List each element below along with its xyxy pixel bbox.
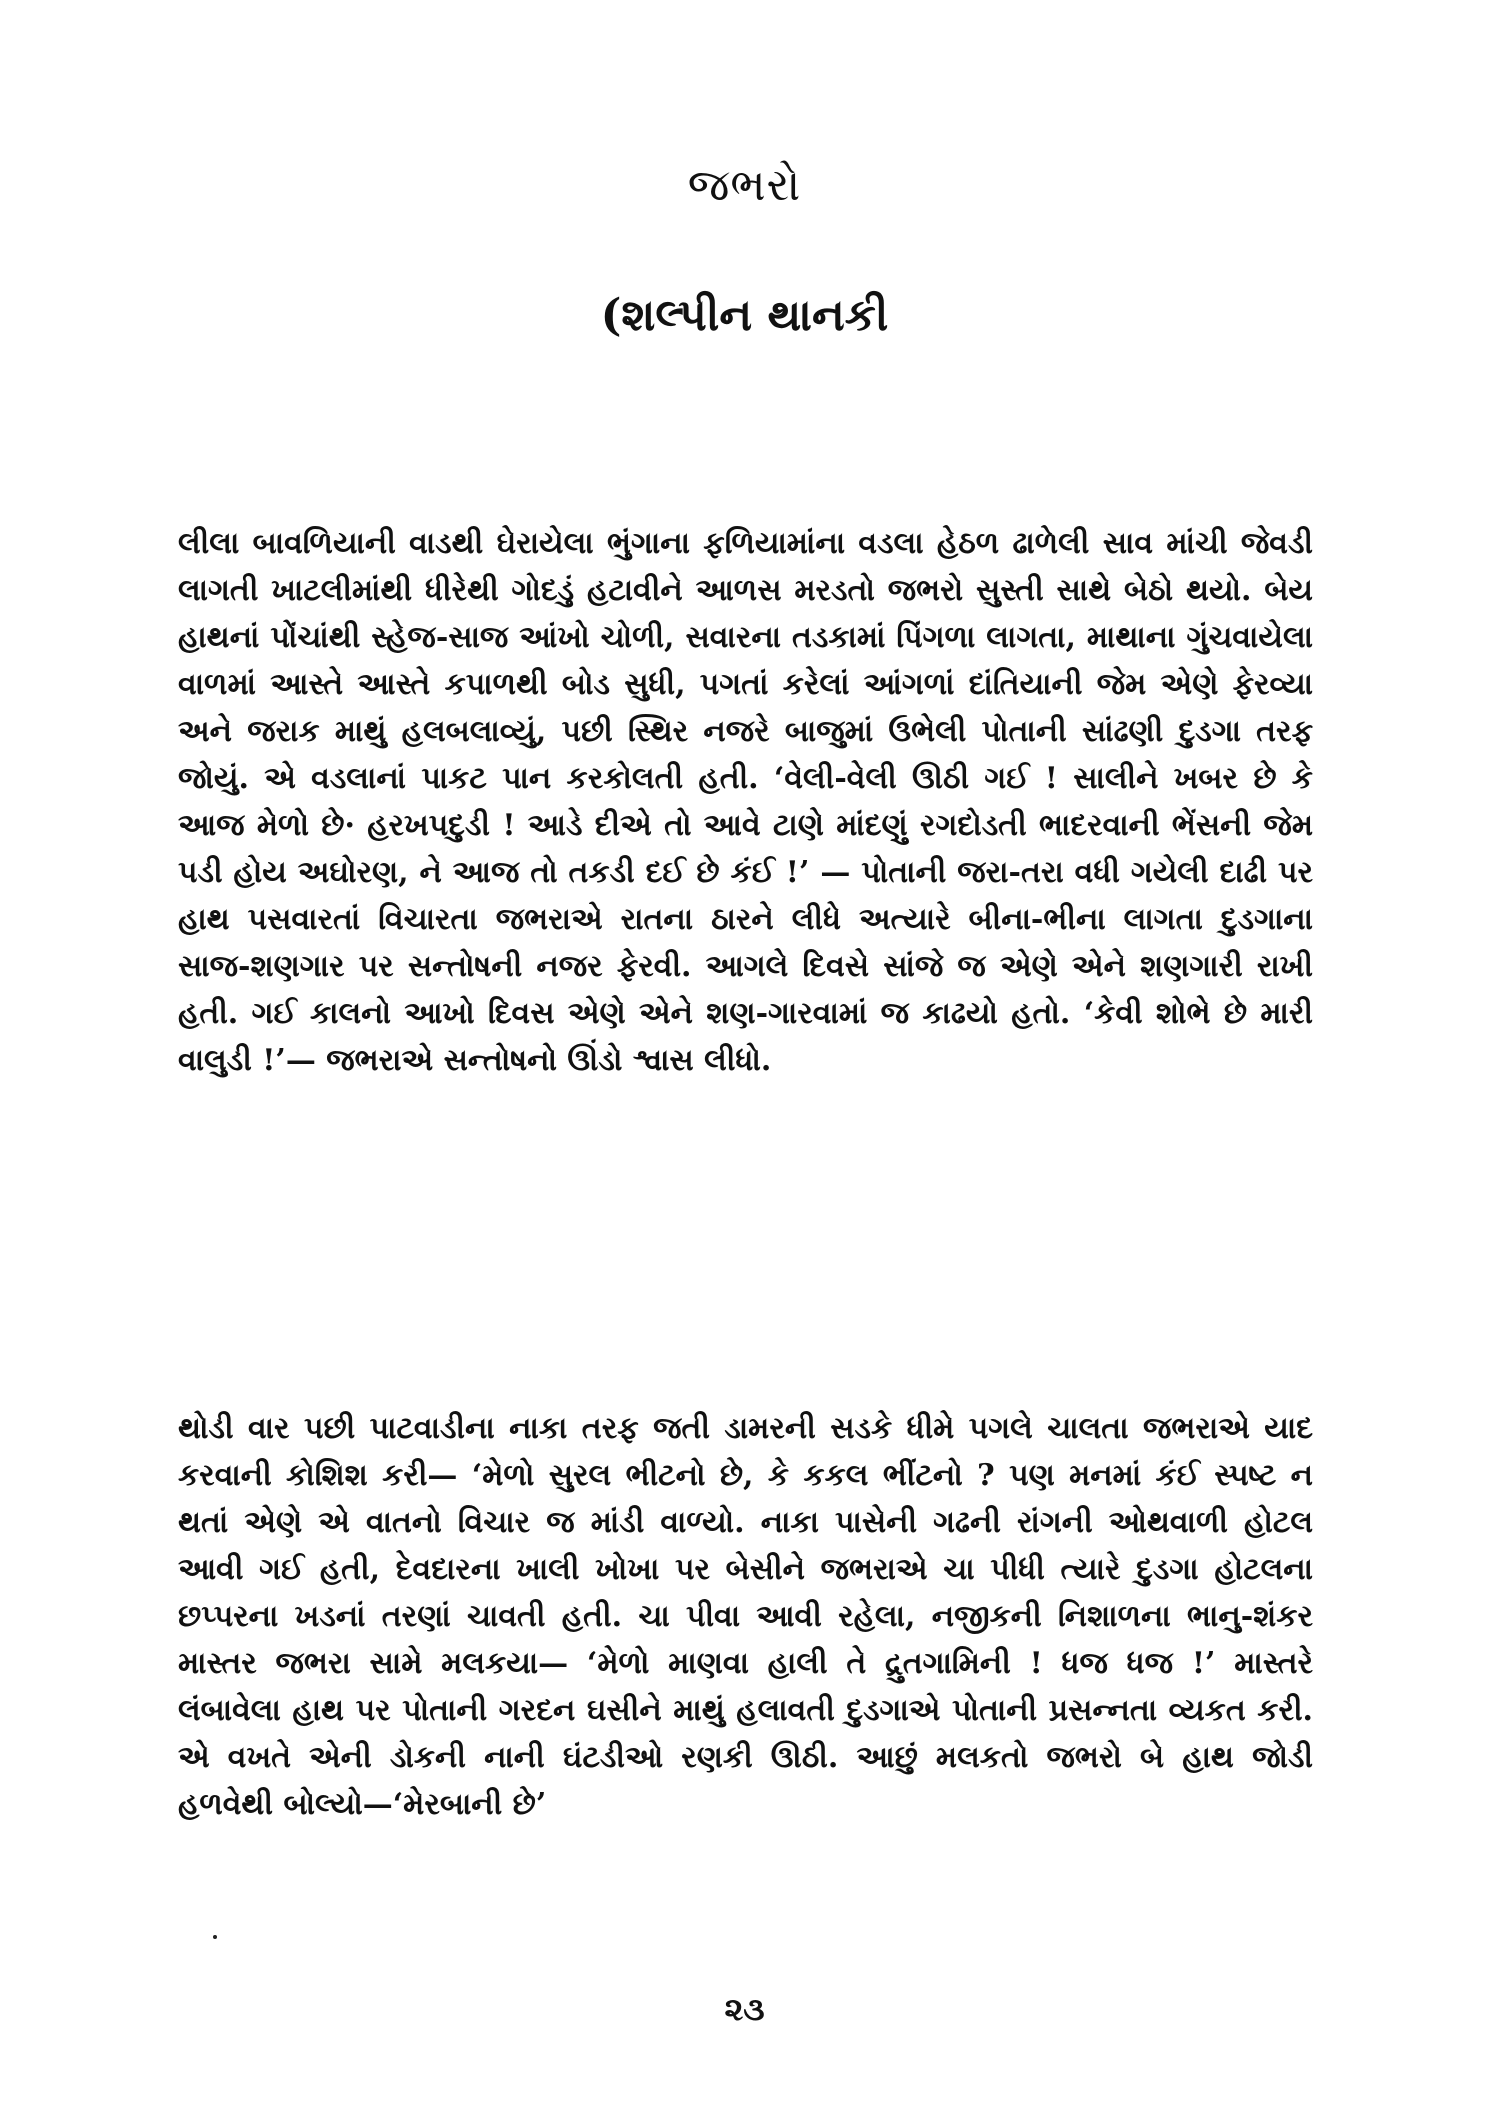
stray-mark <box>213 1935 217 1939</box>
paragraph-2: થોડી વાર પછી પાટવાડીના નાકા તરફ જતી ડામરની સડકે ધીમે પગલે ચાલતા જભરાએ યાદ કરવાની કોશિશ કરી— ‘મેળો સુરલ ભીટનો છે, કે કકલ ભીંટનો ? પણ મનમાં કંઈ સ્પષ્ટ ન થતાં એણે એ વાતનો વિચાર જ માંડી વાળ્યો. નાકા પાસેની ગઢની રાંગની ઓથવાળી હોટલ આવી ગઈ હતી, દેવદારના ખાલી ખોખા પર બેસીને જભરાએ ચા પીધી ત્યારે દુડગા હોટલના છપ્પરના ખડનાં તરણાં ચાવતી હતી. ચા પીવા આવી રહેલા, નજીકની નિશાળના ભાનુ-શંકર માસ્તર જભરા સામે મલકયા— ‘મેળો માણવા હાલી તે દ્રુતગામિની ! ધજ ધજ !’ માસ્તરે લંબાવેલા હાથ પર પોતાની ગરદન ઘસીને માથું હલાવતી દુડગાએ પોતાની પ્રસન્નતા વ્યકત કરી. એ વખતે એની ડોકની નાની ઘંટડીઓ રણકી ઊઠી. આછું મલકતો જભરો બે હાથ જોડી હળવેથી બોલ્યો—‘મેરબાની છે’ <box>178 1411 1313 1822</box>
author-name: (શલ્પીન થાનકી <box>600 290 889 341</box>
story-title: જભરો <box>687 160 802 211</box>
paragraph-1: લીલા બાવળિયાની વાડથી ઘેરાયેલા ભુંગાના ફળિયામાંના વડલા હેઠળ ઢાળેલી સાવ માંચી જેવડી લાગતી ખાટલીમાંથી ધીરેથી ગોદડું હટાવીને આળસ મરડતો જભરો સુસ્તી સાથે બેઠો થયો. બેય હાથનાં પોંચાંથી સ્હેજ-સાજ આંખો ચોળી, સવારના તડકામાં પિંગળા લાગતા, માથાના ગુંચવાયેલા વાળમાં આસ્તે આસ્તે કપાળથી બોડ સુધી, પગતાં કરેલાં આંગળાં દાંતિયાની જેમ એણે ફેરવ્યા અને જરાક માથું હલબલાવ્યું, પછી સ્થિર નજરે બાજુમાં ઉભેલી પોતાની સાંઢણી દુડગા તરફ જોયું. એ વડલાનાં પાકટ પાન કરકોલતી હતી. ‘વેલી-વેલી ઊઠી ગઈ ! સાલીને ખબર છે કે આજ મેળો છે· હરખપદુડી ! આડે દીએ તો આવે ટાણે માંદણું રગદોડતી ભાદરવાની ભેંસની જેમ પડી હોય અઘોરણ, ને આજ તો તકડી દઈ છે કંઈ !’ — પોતાની જરા-તરા વધી ગયેલી દાઢી પર હાથ પસવારતાં વિચારતા જભરાએ રાતના ઠારને લીધે અત્યારે બીના-ભીના લાગતા દુડગાના સાજ-શણગાર પર સન્તોષની નજર ફેરવી. આગલે દિવસે સાંજે જ એણે એને શણગારી રાખી હતી. ગઈ કાલનો આખો દિવસ એણે એને શણ-ગારવામાં જ કાઢયો હતો. ‘કેવી શોભે છે મારી વાલુડી !’— જભરાએ સન્તોષનો ઊંડો શ્વાસ લીધો. <box>178 526 1313 1078</box>
page-number: ૨૩ <box>724 1990 765 2028</box>
